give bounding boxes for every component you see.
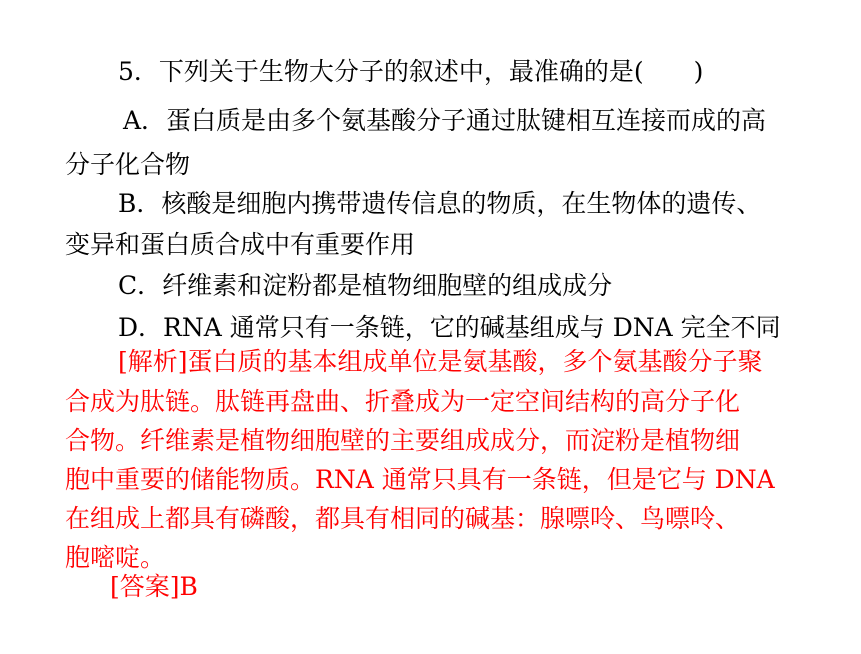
option-c-line-1: C．纤维素和淀粉都是植物细胞壁的组成成分 xyxy=(118,271,613,300)
analysis-line-3: 合物。纤维素是植物细胞壁的主要组成成分，而淀粉是植物细 xyxy=(65,426,741,455)
option-b-line-1: B．核酸是细胞内携带遗传信息的物质，在生物体的遗传、 xyxy=(118,189,762,218)
analysis-line-1: [解析]蛋白质的基本组成单位是氨基酸，多个氨基酸分子聚 xyxy=(118,347,763,376)
option-a-line-1: A．蛋白质是由多个氨基酸分子通过肽键相互连接而成的高 xyxy=(123,106,767,135)
analysis-line-4: 胞中重要的储能物质。RNA 通常只具有一条链，但是它与 DNA xyxy=(65,465,775,494)
option-b-line-2: 变异和蛋白质合成中有重要作用 xyxy=(65,230,416,259)
analysis-line-5: 在组成上都具有磷酸，都具有相同的碱基：腺嘌呤、鸟嘌呤、 xyxy=(65,504,741,533)
option-d-line-1: D．RNA 通常只有一条链，它的碱基组成与 DNA 完全不同 xyxy=(118,313,781,342)
answer-text: [答案]B xyxy=(110,572,198,601)
analysis-line-6: 胞嘧啶。 xyxy=(65,543,166,572)
analysis-line-2: 合成为肽链。肽链再盘曲、折叠成为一定空间结构的高分子化 xyxy=(65,387,741,416)
option-a-line-2: 分子化合物 xyxy=(65,150,191,179)
question-stem: 5．下列关于生物大分子的叙述中，最准确的是( ) xyxy=(118,57,704,86)
